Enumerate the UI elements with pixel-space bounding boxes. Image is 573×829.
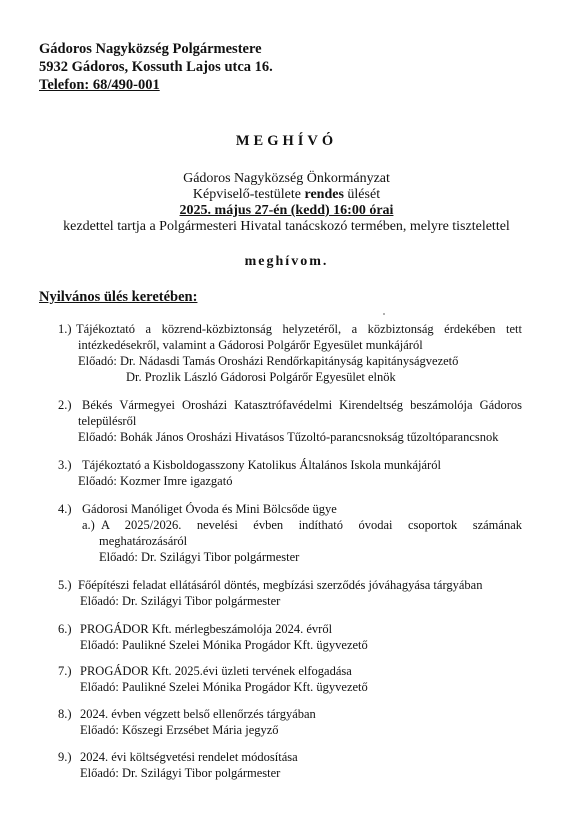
- agenda-subitem-label: a.): [82, 518, 95, 532]
- agenda-item-number: 6.): [58, 622, 72, 636]
- invitation-line-1: Gádoros Nagyközség Önkormányzat: [183, 171, 390, 186]
- closing-word: meghívom.: [244, 254, 329, 269]
- agenda-item-presenter: Előadó: Kozmer Imre igazgató: [78, 474, 233, 488]
- agenda-item-number: 4.): [58, 502, 72, 516]
- agenda-item-number: 2.): [58, 398, 72, 412]
- agenda-item-title: 2024. évben végzett belső ellenőrzés tárgyában: [80, 707, 316, 721]
- agenda-subitem-title: A 2025/2026. nevelési évben indítható óvodai csoportok számának: [101, 518, 522, 532]
- agenda-item-presenter: Előadó: Dr. Szilágyi Tibor polgármester: [80, 594, 281, 608]
- agenda-item-presenter: Előadó: Dr. Szilágyi Tibor polgármester: [80, 766, 281, 780]
- issuer-address: 5932 Gádoros, Kossuth Lajos utca 16.: [39, 59, 273, 75]
- stray-mark: [383, 313, 385, 315]
- agenda-item-presenter: Előadó: Bohák János Orosházi Hivatásos Tűzoltó-parancsnokság tűzoltóparancsnok: [78, 430, 499, 444]
- agenda-item-number: 9.): [58, 750, 72, 764]
- agenda-item-title: PROGÁDOR Kft. 2025.évi üzleti tervének elfogadása: [80, 664, 352, 678]
- agenda-item-title: Főépítészi feladat ellátásáról döntés, megbízási szerződés jóváhagyása tárgyában: [78, 578, 483, 592]
- agenda-item-presenter: Előadó: Paulikné Szelei Mónika Progádor Kft. ügyvezető: [80, 638, 368, 652]
- agenda-item-title: Gádorosi Manóliget Óvoda és Mini Bölcsőde ügye: [82, 502, 337, 516]
- agenda-item-title: 2024. évi költségvetési rendelet módosítása: [80, 750, 298, 764]
- issuer-name: Gádoros Nagyközség Polgármestere: [39, 41, 262, 57]
- invitation-line-4: kezdettel tartja a Polgármesteri Hivatal tanácskozó termében, melyre tisztelettel: [63, 219, 510, 234]
- agenda-item-presenter: Előadó: Dr. Szilágyi Tibor polgármester: [99, 550, 300, 564]
- agenda-item-presenter-2: Dr. Prozlik László Gádorosi Polgárőr Egyesület elnök: [126, 370, 396, 384]
- agenda-item-title-cont: településről: [78, 414, 137, 428]
- agenda-subitem-title-cont: meghatározásáról: [99, 534, 188, 548]
- agenda-item-presenter: Előadó: Kőszegi Erzsébet Mária jegyző: [80, 723, 279, 737]
- agenda-item-title: Tájékoztató a közrend-közbiztonság helyzetéről, a közbiztonság érdekében tett: [76, 322, 522, 336]
- agenda-item-number: 3.): [58, 458, 72, 472]
- section-title: Nyilvános ülés keretében:: [39, 289, 198, 305]
- invitation-line-2-post: ülését: [343, 187, 381, 202]
- agenda-item-title-cont: intézkedésekről, valamint a Gádorosi Polgárőr Egyesület munkájáról: [78, 338, 423, 352]
- agenda-item-number: 5.): [58, 578, 72, 592]
- agenda-item-number: 1.): [58, 322, 72, 336]
- agenda-item-number: 8.): [58, 707, 72, 721]
- agenda-item-title: Tájékoztató a Kisboldogasszony Katolikus Általános Iskola munkájáról: [82, 458, 441, 472]
- agenda-item-title: Békés Vármegyei Orosházi Katasztrófavédelmi Kirendeltség beszámolója Gádoros: [82, 398, 522, 412]
- agenda-item-title: PROGÁDOR Kft. mérlegbeszámolója 2024. évről: [80, 622, 333, 636]
- agenda-item-number: 7.): [58, 664, 72, 678]
- meeting-date: 2025. május 27-én (kedd) 16:00 órai: [179, 203, 394, 218]
- invitation-line-2-pre: Képviselő-testülete: [192, 187, 305, 202]
- agenda-item-presenter: Előadó: Paulikné Szelei Mónika Progádor Kft. ügyvezető: [80, 680, 368, 694]
- agenda-item-presenter: Előadó: Dr. Nádasdi Tamás Orosházi Rendőrkapitányság kapitányságvezető: [78, 354, 459, 368]
- document-title: MEGHÍVÓ: [235, 133, 338, 149]
- invitation-session-type: rendes: [304, 187, 344, 202]
- issuer-phone: Telefon: 68/490-001: [39, 77, 160, 93]
